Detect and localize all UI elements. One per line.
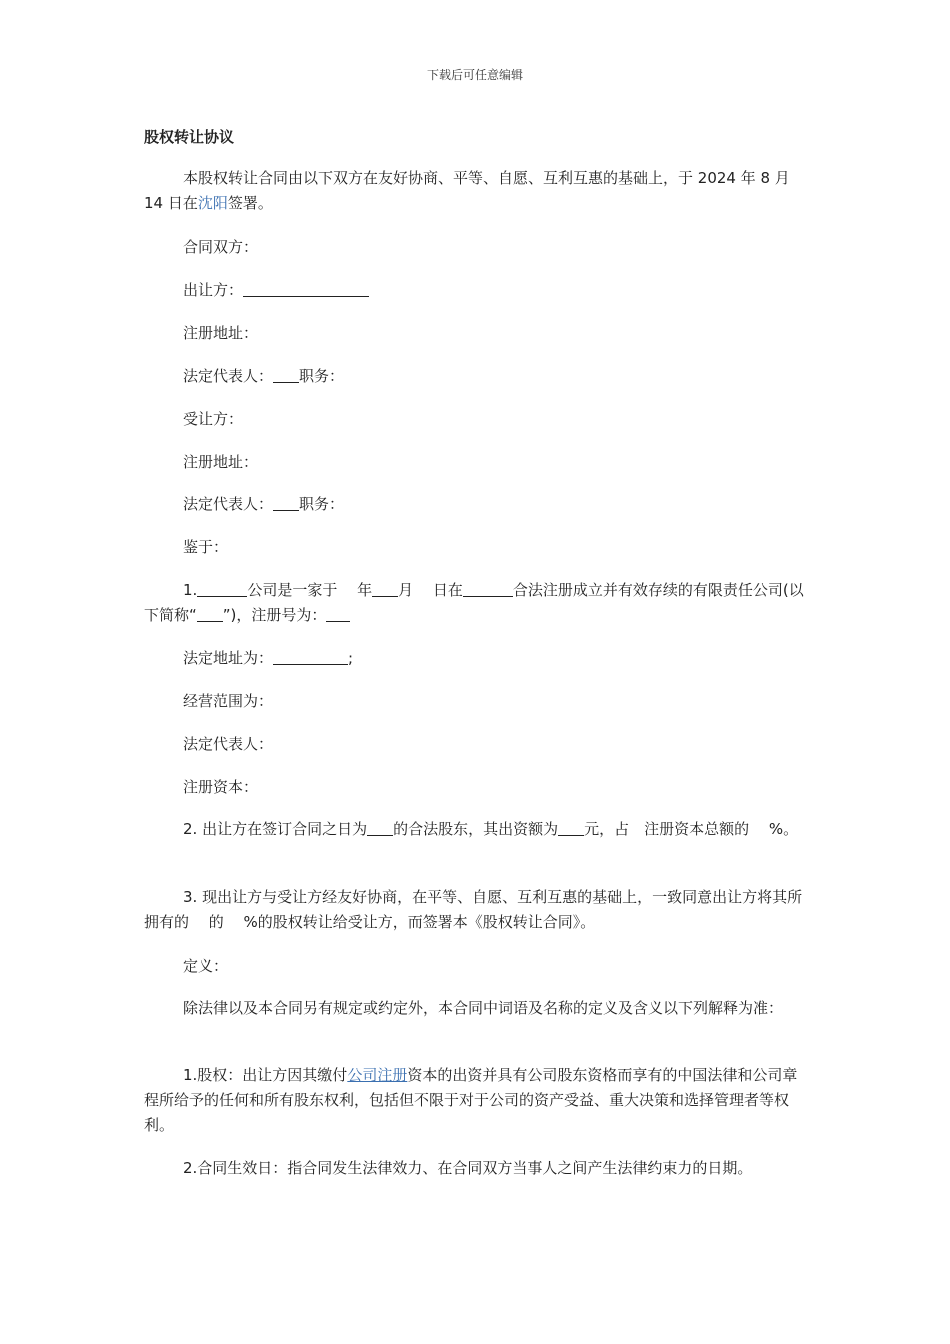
definitions-intro: 除法律以及本合同另有规定或约定外，本合同中词语及名称的定义及含义以下列解释为准： <box>183 999 784 1017</box>
document-title: 股权转让协议 <box>144 128 235 146</box>
legal-representative: 法定代表人： <box>183 735 274 753</box>
whereas-2 <box>144 817 812 842</box>
w1-text-b: 月 日在 <box>398 581 463 599</box>
rep-blank-1 <box>273 367 299 383</box>
legal-address-end: ; <box>348 649 354 667</box>
legal-address-blank <box>273 649 348 665</box>
reg-address-2: 注册地址： <box>183 453 259 471</box>
w2-blank-amount <box>558 820 584 836</box>
transferor-blank <box>243 281 369 297</box>
position-label-2: 职务： <box>299 495 345 513</box>
d1-text-b: 资本的出资并具有公司股东资格而享有的中国法律和公司章程所给予的任何和所有股东权利，包括但不限于对于公司的资产受益、重大决策和选择管理者等权利。 <box>144 1066 798 1134</box>
company-registration-link[interactable]: 公司注册 <box>347 1066 408 1084</box>
rep-line-1 <box>183 364 803 389</box>
definitions-heading: 定义： <box>183 957 229 975</box>
intro-text: 本股权转让合同由以下双方在友好协商、平等、自愿、互利互惠的基础上，于 2024 年 8 月 14 日在 <box>144 169 795 212</box>
w1-blank-abbr <box>197 606 223 622</box>
whereas-3: 3. 现出让方与受让方经友好协商，在平等、自愿、互利互惠的基础上，一致同意出让方将其所拥有的 的 %的股权转让给受让方，而签署本《股权转让合同》。 <box>144 888 803 931</box>
w1-text-a: 公司是一家于 年 <box>247 581 373 599</box>
rep-line-2 <box>183 492 803 517</box>
transferor-line <box>183 278 803 303</box>
rep-label-1: 法定代表人： <box>183 367 274 385</box>
w2-text-c: 元，占 注册资本总额的 %。 <box>584 820 799 838</box>
w1-blank-regno <box>326 606 350 622</box>
legal-address-line <box>183 646 803 671</box>
whereas-heading: 鉴于： <box>183 538 229 556</box>
intro-text-end: 签署。 <box>227 194 273 212</box>
reg-address-1: 注册地址： <box>183 324 259 342</box>
whereas-1 <box>144 578 812 628</box>
page-header: 下载后可任意编辑 <box>426 68 523 82</box>
legal-address-label: 法定地址为： <box>183 649 274 667</box>
intro-paragraph <box>144 166 812 216</box>
business-scope: 经营范围为： <box>183 692 274 710</box>
w1-blank-place <box>463 581 513 597</box>
w2-blank-company <box>367 820 393 836</box>
d1-text-a: 1.股权：出让方因其缴付 <box>183 1066 348 1084</box>
rep-label-2: 法定代表人： <box>183 495 274 513</box>
w1-blank-month <box>372 581 398 597</box>
w2-text-b: 的合法股东，其出资额为 <box>393 820 559 838</box>
w1-num: 1. <box>183 581 198 599</box>
definition-1 <box>144 1063 812 1138</box>
w2-text-a: 2. 出让方在签订合同之日为 <box>183 820 368 838</box>
position-label-1: 职务： <box>299 367 345 385</box>
w1-blank-company <box>197 581 247 597</box>
city-name: 沈阳 <box>197 194 228 212</box>
w1-text-d: ”)，注册号为： <box>222 606 327 624</box>
transferee-line: 受让方： <box>183 410 244 428</box>
registered-capital: 注册资本： <box>183 778 259 796</box>
parties-heading: 合同双方： <box>183 238 259 256</box>
rep-blank-2 <box>273 495 299 511</box>
definition-2: 2.合同生效日：指合同发生法律效力、在合同双方当事人之间产生法律约束力的日期。 <box>183 1159 753 1177</box>
w1-text-c: 合法注册成立并有效存续的有限责任公司(以下简称“ <box>144 581 804 624</box>
transferor-label: 出让方： <box>183 281 244 299</box>
